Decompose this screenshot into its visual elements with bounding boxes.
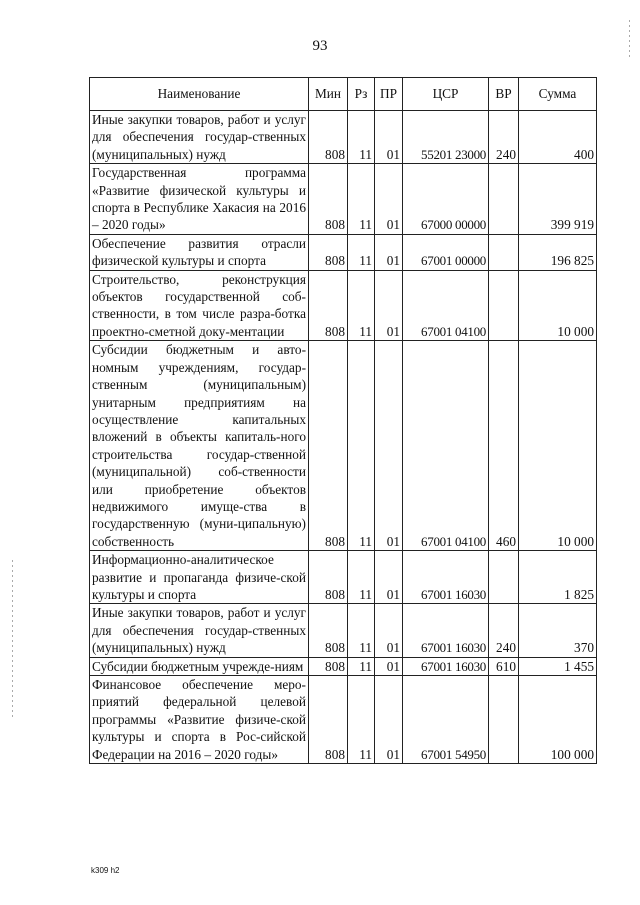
row-min: 808: [309, 164, 348, 235]
table-row: [90, 676, 597, 764]
row-csr: 55201 23000: [403, 111, 489, 164]
table-row: [90, 551, 597, 604]
row-name: Обеспечение развития отрасли физической культуры и спорта: [90, 234, 309, 270]
row-rz: 11: [348, 111, 375, 164]
row-min: 808: [309, 551, 348, 604]
row-rz: 11: [348, 270, 375, 341]
footer-document-code: k309 h2: [91, 866, 120, 875]
row-min: 808: [309, 676, 348, 764]
scan-edge-mark: [12, 560, 13, 720]
row-vr: 460: [489, 341, 519, 551]
row-rz: 11: [348, 234, 375, 270]
row-name: Финансовое обеспечение меро-приятий федеральной целевой программы «Развитие физиче-ской культуры и спорта в Рос-сийской Федерации на 2016 – 2020 годы»: [90, 676, 309, 764]
row-sum: 10 000: [519, 270, 597, 341]
page-number: 93: [312, 38, 328, 54]
row-csr: 67000 00000: [403, 164, 489, 235]
row-name: Иные закупки товаров, работ и услуг для обеспечения государ-ственных (муниципальных) нужд: [90, 604, 309, 657]
row-vr: [489, 676, 519, 764]
row-vr: [489, 234, 519, 270]
header-rz: Рз: [348, 78, 375, 111]
row-pr: 01: [375, 676, 403, 764]
row-vr: [489, 551, 519, 604]
table-row: [90, 234, 597, 270]
row-csr: 67001 04100: [403, 270, 489, 341]
row-csr: 67001 54950: [403, 676, 489, 764]
header-vr: ВР: [489, 78, 519, 111]
row-vr: 610: [489, 657, 519, 675]
row-csr: 67001 16030: [403, 604, 489, 657]
row-pr: 01: [375, 341, 403, 551]
header-pr: ПР: [375, 78, 403, 111]
table-row: [90, 270, 597, 341]
row-sum: 370: [519, 604, 597, 657]
row-rz: 11: [348, 551, 375, 604]
row-rz: 11: [348, 341, 375, 551]
header-name: Наименование: [90, 78, 309, 111]
row-sum: 399 919: [519, 164, 597, 235]
row-csr: 67001 16030: [403, 551, 489, 604]
row-name: Иные закупки товаров, работ и услуг для обеспечения государ-ственных (муниципальных) нужд: [90, 111, 309, 164]
table-row: [90, 604, 597, 657]
row-min: 808: [309, 657, 348, 675]
row-pr: 01: [375, 234, 403, 270]
row-rz: 11: [348, 164, 375, 235]
header-csr: ЦСР: [403, 78, 489, 111]
row-min: 808: [309, 604, 348, 657]
table-row: [90, 164, 597, 235]
table-row: [90, 657, 597, 675]
header-min: Мин: [309, 78, 348, 111]
row-rz: 11: [348, 604, 375, 657]
budget-table: [89, 77, 597, 764]
row-name: Строительство, реконструкция объектов государственной соб-ственности, в том числе разра-ботка проектно-сметной доку-ментации: [90, 270, 309, 341]
row-vr: [489, 164, 519, 235]
row-min: 808: [309, 270, 348, 341]
row-min: 808: [309, 111, 348, 164]
row-pr: 01: [375, 657, 403, 675]
row-sum: 400: [519, 111, 597, 164]
row-pr: 01: [375, 270, 403, 341]
scan-edge-mark: [629, 20, 630, 60]
row-name: Субсидии бюджетным учрежде-ниям: [90, 657, 309, 675]
row-pr: 01: [375, 551, 403, 604]
row-rz: 11: [348, 657, 375, 675]
row-vr: [489, 270, 519, 341]
row-name: Государственная программа «Развитие физической культуры и спорта в Республике Хакасия на 2016 – 2020 годы»: [90, 164, 309, 235]
row-pr: 01: [375, 604, 403, 657]
row-csr: 67001 04100: [403, 341, 489, 551]
row-name: Информационно-аналитическое развитие и пропаганда физиче-ской культуры и спорта: [90, 551, 309, 604]
row-name: Субсидии бюджетным и авто-номным учреждениям, государ-ственным (муниципальным) унитарным предприятиям на осуществление капитальных вложений в объекты капиталь-ного строительства государ-ственной (муниципальной) соб-ственности или приобретение объектов недвижимого имуще-ства в государственную (муни-ципальную) собственность: [90, 341, 309, 551]
row-csr: 67001 00000: [403, 234, 489, 270]
row-sum: 100 000: [519, 676, 597, 764]
row-vr: 240: [489, 604, 519, 657]
row-pr: 01: [375, 111, 403, 164]
table-row: [90, 111, 597, 164]
row-min: 808: [309, 341, 348, 551]
row-sum: 1 825: [519, 551, 597, 604]
table-header-row: [90, 78, 597, 111]
row-sum: 10 000: [519, 341, 597, 551]
row-vr: 240: [489, 111, 519, 164]
row-sum: 196 825: [519, 234, 597, 270]
row-csr: 67001 16030: [403, 657, 489, 675]
row-min: 808: [309, 234, 348, 270]
row-pr: 01: [375, 164, 403, 235]
row-rz: 11: [348, 676, 375, 764]
row-sum: 1 455: [519, 657, 597, 675]
table-row: [90, 341, 597, 551]
header-sum: Сумма: [519, 78, 597, 111]
